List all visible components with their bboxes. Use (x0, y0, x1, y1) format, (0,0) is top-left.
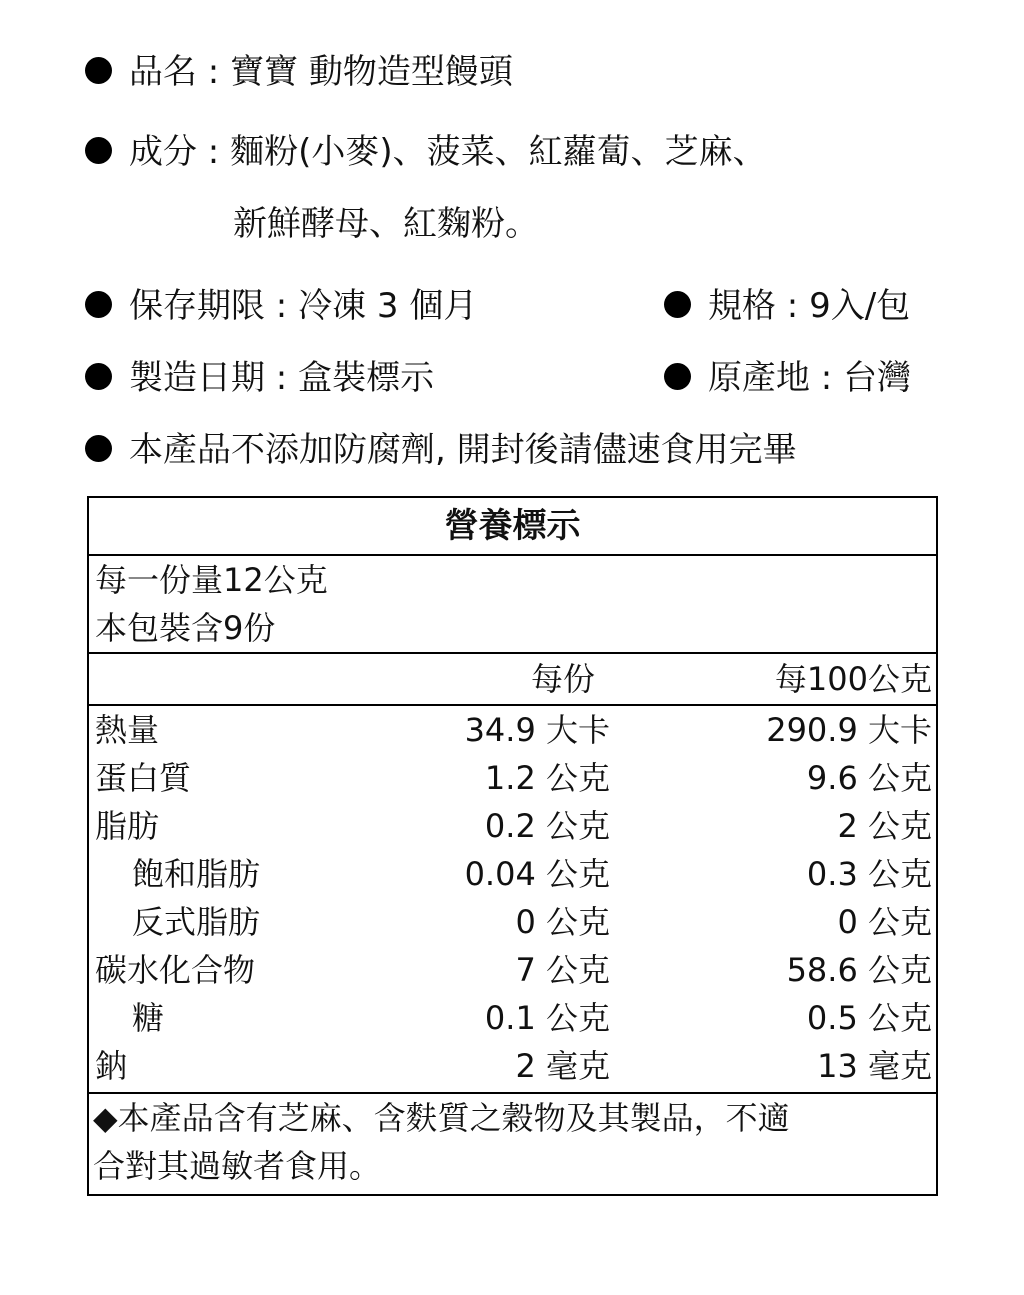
nutrient-label: 飽和脂肪 (132, 855, 261, 893)
nutrition-title: 營養標示 (89, 498, 936, 556)
notice: 本產品不添加防腐劑, 開封後請儘速食用完畢 (129, 430, 797, 470)
table-row (89, 802, 936, 850)
per-serving-value: 0.04 公克 (464, 855, 610, 893)
nutrition-table (87, 496, 938, 1196)
table-row (89, 850, 936, 898)
per-100g-value: 0 公克 (837, 903, 932, 941)
table-row (89, 946, 936, 994)
per-100g-value: 0.3 公克 (806, 855, 932, 893)
nutrition-column-header (89, 654, 936, 706)
allergen-notice (89, 1094, 936, 1194)
per-100g-value: 13 毫克 (817, 1047, 932, 1085)
col-per-serving: 每份 (530, 660, 595, 698)
bullet-icon (664, 363, 691, 390)
nutrient-label: 脂肪 (95, 807, 160, 845)
spec-line (664, 286, 910, 326)
nutrient-label: 碳水化合物 (95, 951, 256, 989)
table-row (89, 754, 936, 802)
nutrient-label: 蛋白質 (95, 759, 192, 797)
shelf-life-line (85, 286, 477, 326)
allergen-text-1: ◆本產品含有芝麻、含麩質之穀物及其製品，不適 (93, 1099, 790, 1137)
servings-per-pack: 本包裝含9份 (95, 609, 276, 647)
mfg-date: 製造日期 : 盒裝標示 (129, 358, 435, 398)
table-row (89, 1042, 936, 1090)
per-100g-value: 2 公克 (837, 807, 932, 845)
bullet-icon (85, 363, 112, 390)
bullet-icon (85, 435, 112, 462)
per-serving-value: 1.2 公克 (484, 759, 610, 797)
origin: 原產地 : 台灣 (708, 358, 912, 398)
ingredients-line-2 (233, 204, 539, 244)
spec: 規格 : 9入/包 (708, 286, 911, 326)
origin-line (664, 358, 911, 398)
per-serving-value: 2 毫克 (515, 1047, 610, 1085)
notice-line (85, 430, 797, 470)
shelf-life: 保存期限 : 冷凍 3 個月 (129, 286, 478, 326)
ingredients-text-1: 成分 : 麵粉(小麥)、菠菜、紅蘿蔔、芝麻、 (129, 132, 767, 172)
per-serving-value: 7 公克 (515, 951, 610, 989)
col-per-100g: 每100公克 (774, 660, 932, 698)
per-100g-value: 0.5 公克 (806, 999, 932, 1037)
per-100g-value: 290.9 大卡 (766, 711, 932, 749)
bullet-icon (85, 291, 112, 318)
table-row (89, 898, 936, 946)
bullet-icon (85, 137, 112, 164)
nutrient-label: 熱量 (95, 711, 160, 749)
per-serving-value: 0.1 公克 (484, 999, 610, 1037)
allergen-text-2: 合對其過敏者食用。 (93, 1147, 382, 1185)
mfg-date-line (85, 358, 434, 398)
nutrient-label: 反式脂肪 (132, 903, 261, 941)
nutrition-rows (89, 706, 936, 1094)
per-100g-value: 9.6 公克 (806, 759, 932, 797)
per-serving-value: 34.9 大卡 (464, 711, 610, 749)
product-name: 品名 : 寶寶 動物造型饅頭 (129, 52, 513, 92)
nutrient-label: 鈉 (95, 1047, 128, 1085)
nutrient-label: 糖 (132, 999, 165, 1037)
per-serving-value: 0.2 公克 (484, 807, 610, 845)
per-serving-value: 0 公克 (515, 903, 610, 941)
serving-size: 每一份量12公克 (95, 561, 328, 599)
ingredients-text-2: 新鮮酵母、紅麴粉。 (233, 204, 539, 244)
table-row (89, 706, 936, 754)
bullet-icon (664, 291, 691, 318)
table-row (89, 994, 936, 1042)
product-name-line (85, 52, 513, 92)
per-100g-value: 58.6 公克 (786, 951, 932, 989)
serving-info (89, 556, 936, 654)
bullet-icon (85, 57, 112, 84)
ingredients-line (85, 132, 767, 172)
